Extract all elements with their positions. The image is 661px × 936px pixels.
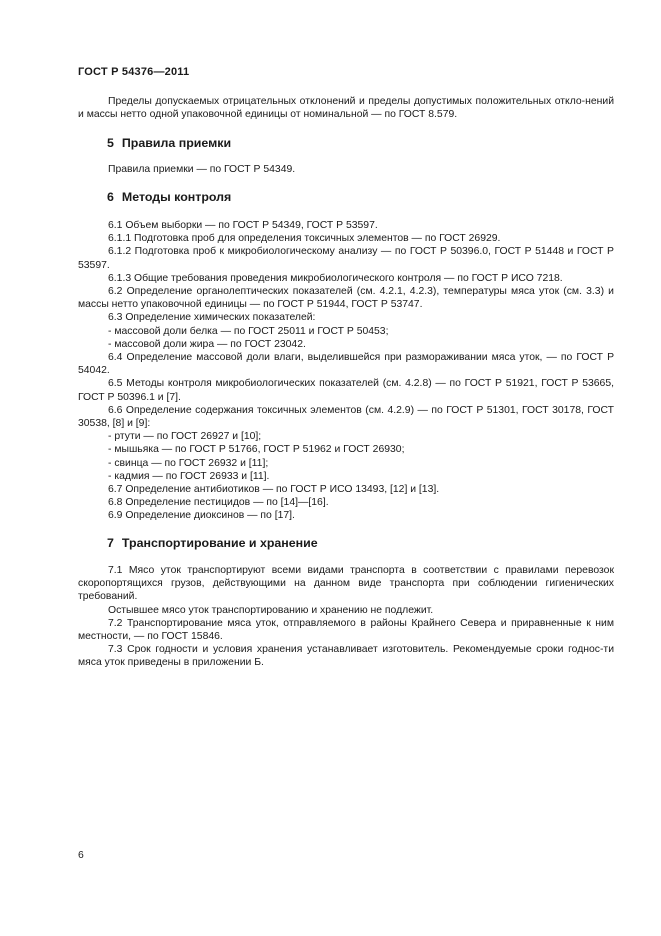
list-item: - кадмия — по ГОСТ 26933 и [11]. — [108, 470, 270, 482]
list-item: 7.3 Срок годности и условия хранения устанавливает изготовитель. Рекомендуемые сроки годнос-ти мяса уток приведены в приложении Б. — [78, 644, 614, 669]
section-5-text: Правила приемки — по ГОСТ Р 54349. — [108, 164, 296, 175]
list-item: - массовой доли жира — по ГОСТ 23042. — [108, 338, 306, 350]
section-7-body — [78, 564, 614, 670]
document-header: ГОСТ Р 54376—2011 — [78, 66, 190, 78]
list-item: 7.2 Транспортирование мяса уток, отправляемого в районы Крайнего Севера и приравненные к ним местности, — по ГОСТ 15846. — [78, 617, 614, 643]
intro-paragraph — [78, 95, 614, 121]
list-item: 6.6 Определение содержания токсичных элементов (см. 4.2.9) — по ГОСТ Р 51301, ГОСТ 30178, ГОСТ 30538, [8] и [9]: — [78, 404, 614, 430]
list-item: - массовой доли белка — по ГОСТ 25011 и ГОСТ Р 50453; — [108, 325, 389, 337]
list-item: 6.1 Объем выборки — по ГОСТ Р 54349, ГОСТ Р 53597. — [108, 220, 378, 231]
section-6-heading — [107, 190, 231, 204]
section-5-heading — [107, 136, 231, 150]
list-item: Остывшее мясо уток транспортированию и хранению не подлежит. — [108, 604, 434, 616]
section-6-number: 6 — [107, 190, 114, 204]
list-item: 6.9 Определение диоксинов — по [17]. — [108, 510, 295, 522]
section-5-body — [78, 163, 614, 176]
section-7-number: 7 — [107, 536, 114, 550]
list-item: 6.2 Определение органолептических показателей (см. 4.2.1, 4.2.3), температуры мяса уток (см. 3.3) и массы нетто упаковочной единицы — по ГОСТ Р 51944, ГОСТ Р 53747. — [78, 286, 614, 311]
section-6-body — [78, 219, 614, 523]
section-7-title: Транспортирование и хранение — [121, 536, 318, 550]
list-item: 6.1.2 Подготовка проб к микробиологическому анализу — по ГОСТ Р 50396.0, ГОСТ Р 51448 и ГОСТ Р 53597. — [78, 246, 614, 271]
list-item: 6.4 Определение массовой доли влаги, выделившейся при размораживании мяса уток, — по ГОСТ Р 54042. — [78, 352, 614, 377]
list-item: 6.5 Методы контроля микробиологических показателей (см. 4.2.8) — по ГОСТ Р 51921, ГОСТ Р 53665, ГОСТ Р 50396.1 и [7]. — [78, 378, 614, 403]
list-item: - мышьяка — по ГОСТ Р 51766, ГОСТ Р 51962 и ГОСТ 26930; — [108, 444, 405, 456]
list-item: 6.1.3 Общие требования проведения микробиологического контроля — по ГОСТ Р ИСО 7218. — [108, 272, 563, 284]
section-6-title: Методы контроля — [121, 190, 232, 204]
intro-text: Пределы допускаемых отрицательных отклонений и пределы допустимых положительных откло-нений и массы нетто одной упаковочной единицы от номинальной — по ГОСТ 8.579. — [78, 96, 614, 121]
list-item: 6.7 Определение антибиотиков — по ГОСТ Р ИСО 13493, [12] и [13]. — [108, 484, 440, 496]
section-5-title: Правила приемки — [121, 136, 232, 150]
section-7-heading — [107, 536, 318, 550]
list-item: 6.3 Определение химических показателей: — [108, 312, 316, 324]
list-item: 7.1 Мясо уток транспортируют всеми видами транспорта в соответствии с правилами перевозок скоропортящихся грузов, действующими на данном виде транспорта при соблюдении гигиенических требований. — [78, 565, 614, 603]
list-item: - свинца — по ГОСТ 26932 и [11]; — [108, 457, 269, 469]
section-5-number: 5 — [107, 136, 114, 150]
list-item: - ртути — по ГОСТ 26927 и [10]; — [108, 431, 262, 443]
list-item: 6.8 Определение пестицидов — по [14]—[16]. — [108, 497, 329, 509]
list-item: 6.1.1 Подготовка проб для определения токсичных элементов — по ГОСТ 26929. — [108, 233, 501, 245]
page-number: 6 — [78, 850, 84, 861]
